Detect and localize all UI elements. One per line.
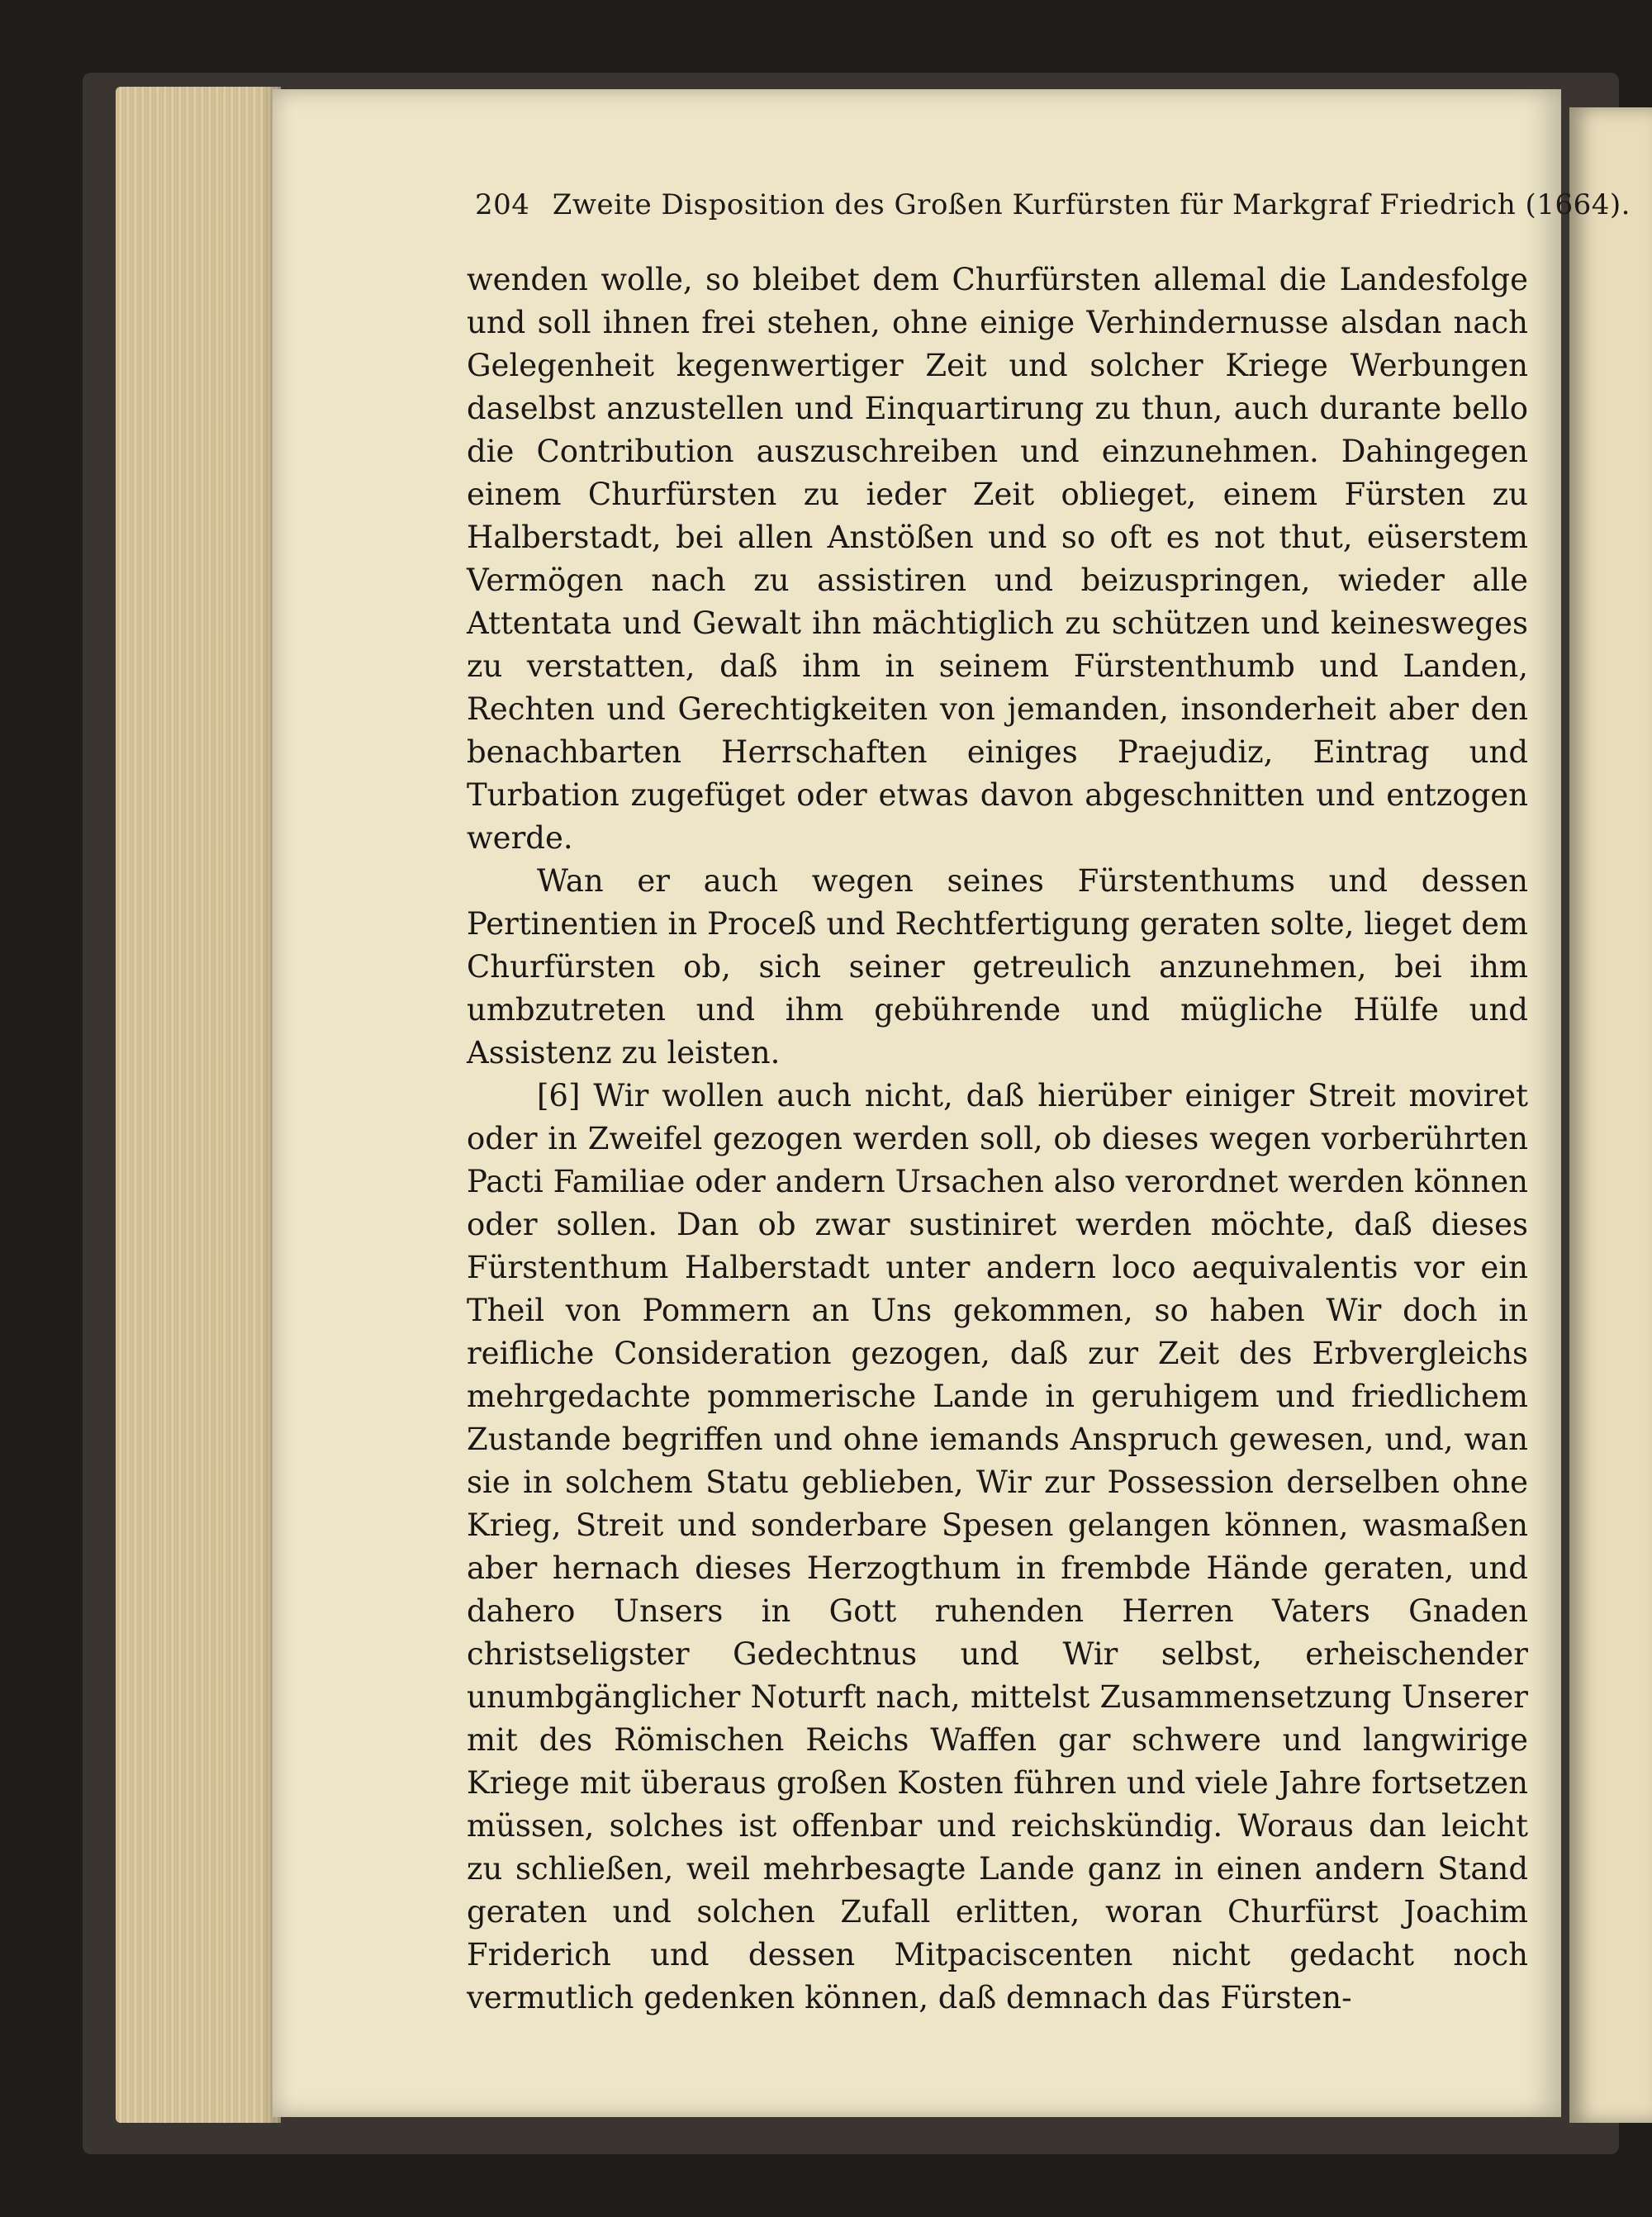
paragraph: wenden wolle, so bleibet dem Churfürsten allemal die Landesfolge und soll ihnen frei stehen, ohne einige Verhindernusse alsdan nach Gelegenheit kegenwertiger Zeit und solcher Kriege Werbungen daselbst anzustellen und Einquartirung zu thun, auch durante bello die Contribution auszuschreiben und einzunehmen. Dahingegen einem Churfürsten zu ieder Zeit oblieget, einem Fürsten zu Halberstadt, bei allen Anstößen und so oft es not thut, eüserstem Vermögen nach zu assistiren und beizuspringen, wieder alle Attentata und Gewalt ihn mächtiglich zu schützen und keinesweges zu verstatten, daß ihm in seinem Fürstenthumb und Landen, Rechten und Gerechtigkeiten von jemanden, insonderheit aber den benachbarten Herrschaften einiges Praejudiz, Eintrag und Turbation zugefüget oder etwas davon abgeschnitten und entzogen werde. bbox=[467, 262, 1528, 856]
paragraph: [6] Wir wollen auch nicht, daß hierüber einiger Streit moviret oder in Zweifel gezogen werden soll, ob dieses wegen vorberührten Pacti Familiae oder andern Ursachen also verordnet werden können oder sollen. Dan ob zwar sustiniret werden möchte, daß dieses Fürstenthum Halberstadt unter andern loco aequivalentis vor ein Theil von Pommern an Uns gekommen, so haben Wir doch in reifliche Consideration gezogen, daß zur Zeit des Erbvergleichs mehrgedachte pommerische Lande in geruhigem und friedlichem Zustande begriffen und ohne iemands Anspruch gewesen, und, wan sie in solchem Statu geblieben, Wir zur Possession derselben ohne Krieg, Streit und sonderbare Spesen gelangen können, wasmaßen aber hernach dieses Herzogthum in frembde Hände geraten, und dahero Unsers in Gott ruhenden Herren Vaters Gnaden christseligster Gedechtnus und Wir selbst, erheischender unumbgänglicher Noturft nach, mittelst Zusammensetzung Unserer mit des Römischen Reichs Waffen gar schwere und langwirige Kriege mit überaus großen Kosten führen und viele Jahre fortsetzen müssen, solches ist offenbar und reichskündig. Woraus dan leicht zu schließen, weil mehrbesagte Lande ganz in einen andern Stand geraten und solchen Zufall erlitten, woran Churfürst Joachim Friderich und dessen Mitpaciscenten nicht gedacht noch vermutlich gedenken können, daß demnach das Fürsten- bbox=[467, 1078, 1528, 2015]
facing-page bbox=[1569, 107, 1652, 2123]
page-number: 204 bbox=[475, 188, 530, 221]
body-text bbox=[467, 259, 1528, 2020]
page-edges bbox=[116, 87, 281, 2123]
running-title: Zweite Disposition des Großen Kurfürsten für Markgraf Friedrich (1664). bbox=[552, 188, 1631, 221]
book-page bbox=[273, 89, 1631, 2117]
paragraph: Wan er auch wegen seines Fürstenthums und dessen Pertinentien in Proceß und Rechtfertigung geraten solte, lieget dem Churfürsten ob, sich seiner getreulich anzunehmen, bei ihm umbzutreten und ihm gebührende und mügliche Hülfe und Assistenz zu leisten. bbox=[467, 863, 1528, 1071]
running-header bbox=[475, 188, 1631, 221]
